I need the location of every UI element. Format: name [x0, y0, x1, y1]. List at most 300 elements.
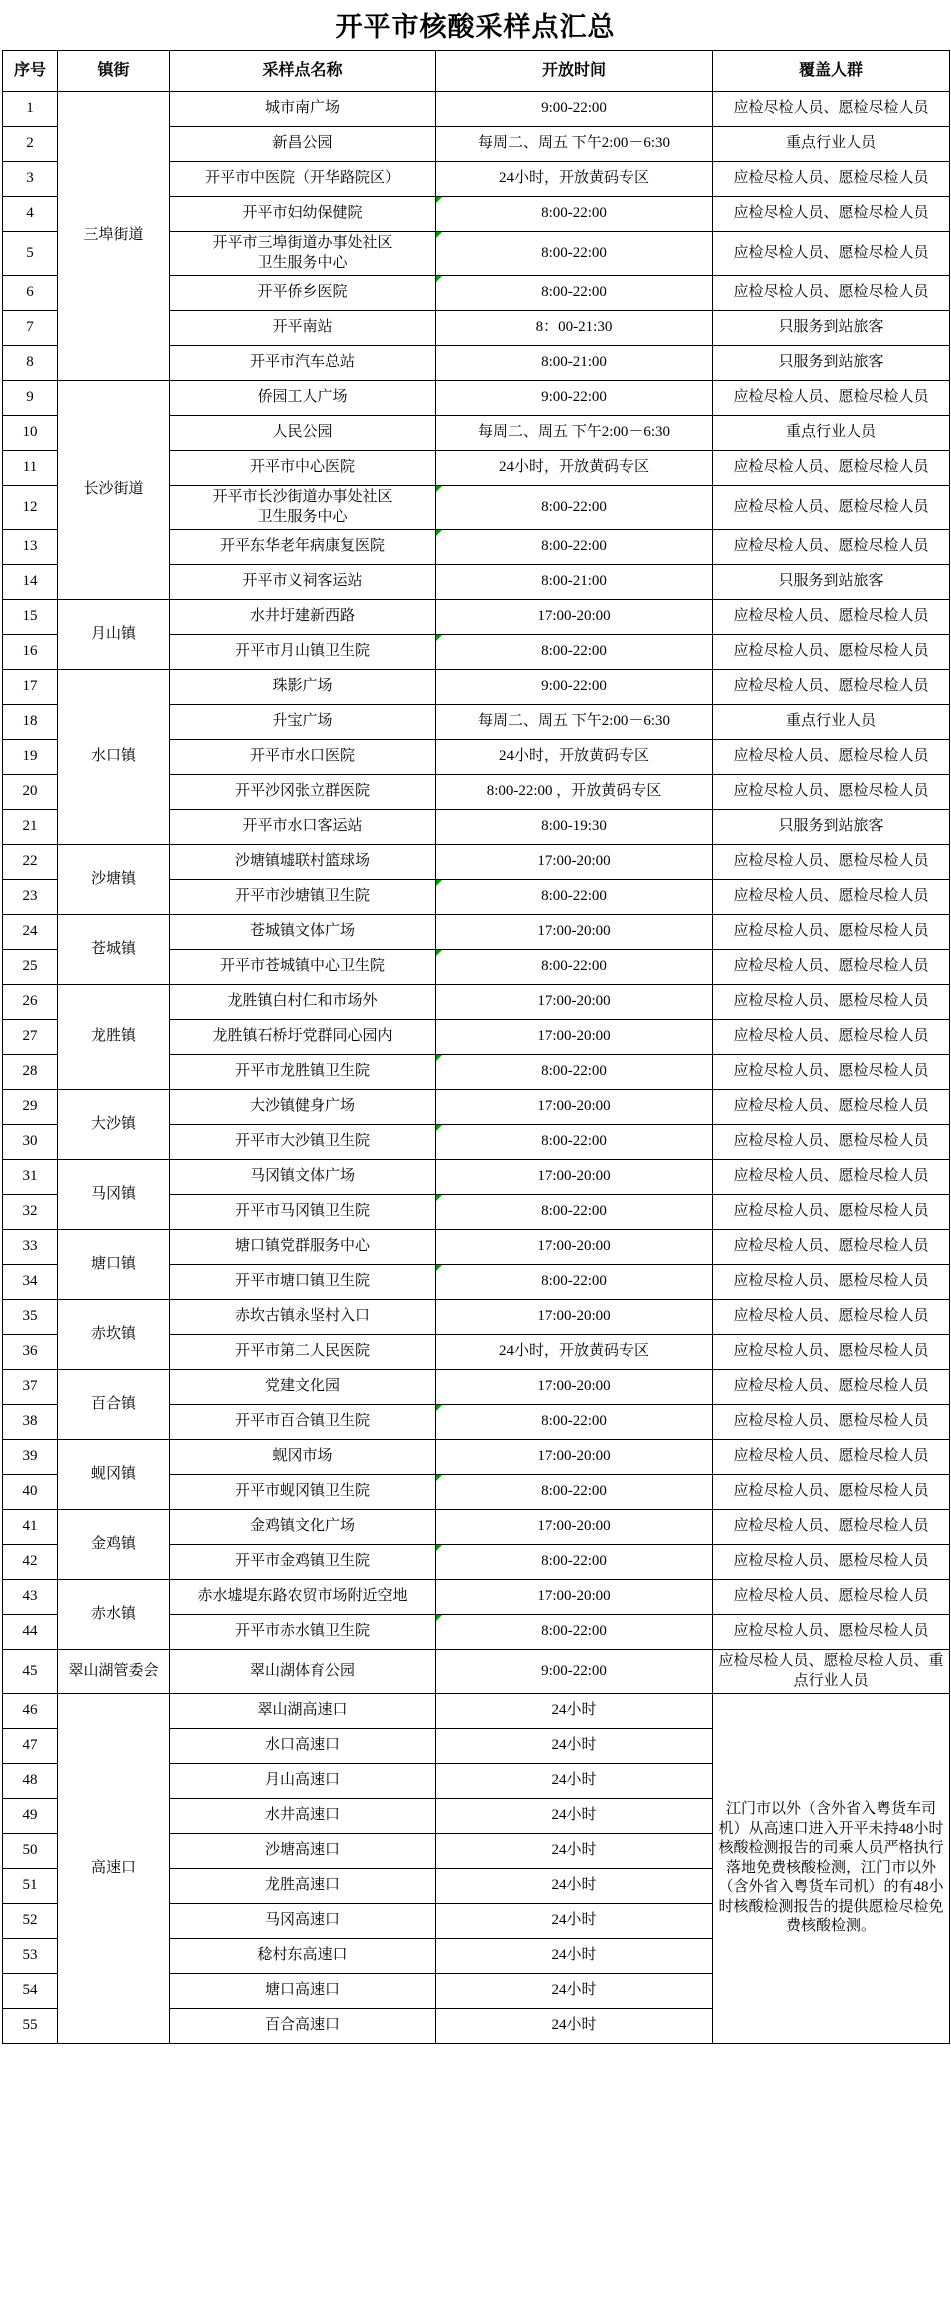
open-time-cell: 17:00-20:00	[436, 1580, 713, 1615]
coverage-cell: 应检尽检人员、愿检尽检人员	[713, 530, 950, 565]
site-name: 开平市月山镇卫生院	[234, 643, 370, 660]
column-header-4: 覆盖人群	[713, 51, 950, 92]
site-name-cell	[170, 2009, 436, 2044]
site-name-cell	[170, 1545, 436, 1580]
open-time-cell comment-marker-icon: 8:00-22:00	[436, 197, 713, 232]
row-number-cell: 24	[3, 915, 58, 950]
site-name: 开平市马冈镇卫生院	[234, 1203, 370, 1220]
coverage-cell: 应检尽检人员、愿检尽检人员	[713, 950, 950, 985]
open-time-cell comment-marker-icon: 8:00-22:00	[436, 1475, 713, 1510]
header-row	[3, 51, 950, 92]
open-time-cell: 17:00-20:00	[436, 1510, 713, 1545]
row-number-cell: 9	[3, 381, 58, 416]
coverage-cell: 应检尽检人员、愿检尽检人员	[713, 1545, 950, 1580]
site-name-cell	[170, 880, 436, 915]
row-number-cell: 53	[3, 1939, 58, 1974]
site-name: 水井圩建新西路	[249, 608, 355, 625]
town-cell: 三埠街道	[58, 92, 170, 381]
site-name: 月山高速口	[264, 1772, 340, 1789]
site-name-cell	[170, 1440, 436, 1475]
column-header-3: 开放时间	[436, 51, 713, 92]
site-name: 水口高速口	[264, 1737, 340, 1754]
coverage-cell: 应检尽检人员、愿检尽检人员	[713, 1055, 950, 1090]
open-time-cell: 17:00-20:00	[436, 1160, 713, 1195]
site-name-cell	[170, 416, 436, 451]
site-name: 开平市沙塘镇卫生院	[234, 888, 370, 905]
table-row	[3, 92, 950, 127]
open-time-cell comment-marker-icon: 8:00-22:00	[436, 232, 713, 276]
open-time-cell: 17:00-20:00	[436, 845, 713, 880]
row-number-cell: 45	[3, 1650, 58, 1694]
coverage-cell: 重点行业人员	[713, 416, 950, 451]
site-name-cell	[170, 1020, 436, 1055]
coverage-cell: 应检尽检人员、愿检尽检人员	[713, 1335, 950, 1370]
site-name-cell	[170, 486, 436, 530]
site-name-cell	[170, 600, 436, 635]
row-number-cell: 29	[3, 1090, 58, 1125]
site-name: 侨园工人广场	[257, 389, 348, 406]
coverage-cell: 应检尽检人员、愿检尽检人员	[713, 197, 950, 232]
site-name: 新昌公园	[272, 135, 333, 152]
open-time-cell: 24小时	[436, 1694, 713, 1729]
coverage-cell: 应检尽检人员、愿检尽检人员	[713, 162, 950, 197]
open-time-cell: 17:00-20:00	[436, 1440, 713, 1475]
site-name: 翠山湖体育公园	[249, 1662, 355, 1679]
open-time-cell: 9:00-22:00	[436, 1650, 713, 1694]
row-number-cell: 5	[3, 232, 58, 276]
site-name: 马冈镇文体广场	[249, 1168, 355, 1185]
row-number-cell: 20	[3, 775, 58, 810]
table-row	[3, 670, 950, 705]
town-cell: 赤水镇	[58, 1580, 170, 1650]
coverage-cell: 应检尽检人员、愿检尽检人员	[713, 486, 950, 530]
coverage-cell: 重点行业人员	[713, 127, 950, 162]
row-number-cell: 48	[3, 1764, 58, 1799]
site-name-cell	[170, 1090, 436, 1125]
coverage-cell: 应检尽检人员、愿检尽检人员	[713, 1475, 950, 1510]
site-name-cell	[170, 381, 436, 416]
table-row	[3, 1160, 950, 1195]
site-name-cell	[170, 1904, 436, 1939]
site-name: 水井高速口	[264, 1807, 340, 1824]
table-row	[3, 1230, 950, 1265]
coverage-cell: 应检尽检人员、愿检尽检人员	[713, 1615, 950, 1650]
site-name: 开平市长沙街道办事处社区卫生服务中心	[212, 489, 393, 525]
site-name: 金鸡镇文化广场	[249, 1518, 355, 1535]
row-number-cell: 16	[3, 635, 58, 670]
open-time-cell: 每周二、周五 下午2:00－6:30	[436, 705, 713, 740]
open-time-cell: 24小时	[436, 1834, 713, 1869]
table-body	[3, 92, 950, 2044]
open-time-cell comment-marker-icon: 8:00-22:00	[436, 635, 713, 670]
site-name: 赤水墟堤东路农贸市场附近空地	[197, 1588, 408, 1605]
row-number-cell: 54	[3, 1974, 58, 2009]
town-cell: 龙胜镇	[58, 985, 170, 1090]
coverage-cell: 只服务到站旅客	[713, 565, 950, 600]
site-name: 开平市大沙镇卫生院	[234, 1133, 370, 1150]
site-name-cell	[170, 1370, 436, 1405]
site-name: 龙胜镇白村仁和市场外	[227, 993, 378, 1010]
site-name-cell	[170, 1869, 436, 1904]
site-name: 开平东华老年病康复医院	[219, 538, 385, 555]
sampling-sites-table	[2, 50, 950, 2044]
site-name: 翠山湖高速口	[257, 1702, 348, 1719]
row-number-cell: 18	[3, 705, 58, 740]
site-name-cell	[170, 127, 436, 162]
row-number-cell: 35	[3, 1300, 58, 1335]
site-name-cell	[170, 92, 436, 127]
site-name-cell	[170, 451, 436, 486]
site-name: 开平市苍城镇中心卫生院	[219, 958, 385, 975]
site-name: 开平市塘口镇卫生院	[234, 1273, 370, 1290]
coverage-cell: 应检尽检人员、愿检尽检人员	[713, 740, 950, 775]
row-number-cell: 12	[3, 486, 58, 530]
site-name: 开平市水口客运站	[242, 818, 363, 835]
site-name: 苍城镇文体广场	[249, 923, 355, 940]
site-name: 开平市赤水镇卫生院	[234, 1623, 370, 1640]
site-name: 沙塘镇墟联村篮球场	[234, 853, 370, 870]
site-name-cell	[170, 1834, 436, 1869]
coverage-cell: 应检尽检人员、愿检尽检人员	[713, 1020, 950, 1055]
site-name: 塘口镇党群服务中心	[234, 1238, 370, 1255]
site-name-cell	[170, 565, 436, 600]
site-name: 开平市汽车总站	[249, 354, 355, 371]
row-number-cell: 11	[3, 451, 58, 486]
town-cell: 翠山湖管委会	[58, 1650, 170, 1694]
open-time-cell: 24小时	[436, 1799, 713, 1834]
open-time-cell comment-marker-icon: 8:00-22:00	[436, 1125, 713, 1160]
site-name: 赤坎古镇永坚村入口	[234, 1308, 370, 1325]
site-name: 开平南站	[272, 319, 333, 336]
open-time-cell: 17:00-20:00	[436, 1230, 713, 1265]
site-name: 龙胜镇石桥圩党群同心园内	[212, 1028, 393, 1045]
coverage-cell: 应检尽检人员、愿检尽检人员	[713, 92, 950, 127]
coverage-cell: 应检尽检人员、愿检尽检人员	[713, 635, 950, 670]
open-time-cell: 24小时，开放黄码专区	[436, 451, 713, 486]
open-time-cell: 24小时	[436, 1764, 713, 1799]
site-name: 开平市中医院（开华路院区）	[204, 170, 400, 187]
open-time-cell: 17:00-20:00	[436, 1370, 713, 1405]
page-title: 开平市核酸采样点汇总	[335, 12, 616, 42]
row-number-cell: 55	[3, 2009, 58, 2044]
row-number-cell: 6	[3, 276, 58, 311]
coverage-cell: 应检尽检人员、愿检尽检人员、重点行业人员	[713, 1650, 950, 1694]
coverage-cell: 应检尽检人员、愿检尽检人员	[713, 670, 950, 705]
open-time-cell comment-marker-icon: 8:00-22:00	[436, 1055, 713, 1090]
site-name-cell	[170, 1650, 436, 1694]
table-row	[3, 915, 950, 950]
table-row	[3, 1300, 950, 1335]
table-row	[3, 1580, 950, 1615]
site-name-cell	[170, 1195, 436, 1230]
open-time-cell comment-marker-icon: 8:00-22:00	[436, 276, 713, 311]
row-number-cell: 28	[3, 1055, 58, 1090]
town-cell: 马冈镇	[58, 1160, 170, 1230]
row-number-cell: 22	[3, 845, 58, 880]
table-row	[3, 985, 950, 1020]
site-name: 沙塘高速口	[264, 1842, 340, 1859]
table-row	[3, 381, 950, 416]
open-time-cell: 17:00-20:00	[436, 915, 713, 950]
site-name: 开平市三埠街道办事处社区卫生服务中心	[212, 235, 393, 271]
open-time-cell: 8:00-22:00 ，开放黄码专区	[436, 775, 713, 810]
row-number-cell: 42	[3, 1545, 58, 1580]
site-name-cell	[170, 311, 436, 346]
site-name-cell	[170, 810, 436, 845]
site-name-cell	[170, 1160, 436, 1195]
row-number-cell: 30	[3, 1125, 58, 1160]
site-name: 开平市第二人民医院	[234, 1343, 370, 1360]
coverage-cell: 应检尽检人员、愿检尽检人员	[713, 232, 950, 276]
site-name: 开平市水口医院	[249, 748, 355, 765]
site-name: 龙胜高速口	[264, 1877, 340, 1894]
site-name: 稔村东高速口	[257, 1947, 348, 1964]
open-time-cell: 24小时	[436, 2009, 713, 2044]
site-name-cell	[170, 1764, 436, 1799]
site-name-cell	[170, 740, 436, 775]
coverage-cell: 应检尽检人员、愿检尽检人员	[713, 1300, 950, 1335]
site-name: 开平市金鸡镇卫生院	[234, 1553, 370, 1570]
row-number-cell: 2	[3, 127, 58, 162]
site-name: 城市南广场	[264, 100, 340, 117]
coverage-cell: 应检尽检人员、愿检尽检人员	[713, 915, 950, 950]
site-name: 开平市龙胜镇卫生院	[234, 1063, 370, 1080]
site-name: 大沙镇健身广场	[249, 1098, 355, 1115]
site-name: 开平市蚬冈镇卫生院	[234, 1483, 370, 1500]
site-name: 升宝广场	[272, 713, 333, 730]
open-time-cell comment-marker-icon: 8:00-22:00	[436, 1615, 713, 1650]
site-name: 珠影广场	[272, 678, 333, 695]
site-name-cell	[170, 985, 436, 1020]
open-time-cell: 每周二、周五 下午2:00－6:30	[436, 416, 713, 451]
coverage-cell: 应检尽检人员、愿检尽检人员	[713, 985, 950, 1020]
coverage-cell: 应检尽检人员、愿检尽检人员	[713, 451, 950, 486]
town-cell: 赤坎镇	[58, 1300, 170, 1370]
table-row	[3, 1440, 950, 1475]
row-number-cell: 39	[3, 1440, 58, 1475]
town-cell: 高速口	[58, 1694, 170, 2044]
highway-note-cell: 江门市以外（含外省入粤货车司机）从高速口进入开平未持48小时核酸检测报告的司乘人员严格执行落地免费核酸检测，江门市以外（含外省入粤货车司机）的有48小时核酸检测报告的提供愿检尽检免费核酸检测。	[713, 1694, 950, 2044]
table-row	[3, 1370, 950, 1405]
site-name: 塘口高速口	[264, 1982, 340, 1999]
open-time-cell comment-marker-icon: 8:00-22:00	[436, 1195, 713, 1230]
row-number-cell: 38	[3, 1405, 58, 1440]
open-time-cell: 24小时	[436, 1869, 713, 1904]
coverage-cell: 应检尽检人员、愿检尽检人员	[713, 1510, 950, 1545]
site-name-cell	[170, 1125, 436, 1160]
row-number-cell: 13	[3, 530, 58, 565]
site-name: 开平市百合镇卫生院	[234, 1413, 370, 1430]
row-number-cell: 32	[3, 1195, 58, 1230]
site-name-cell	[170, 845, 436, 880]
site-name-cell	[170, 1580, 436, 1615]
site-name-cell	[170, 1799, 436, 1834]
row-number-cell: 25	[3, 950, 58, 985]
site-name-cell	[170, 232, 436, 276]
open-time-cell: 每周二、周五 下午2:00－6:30	[436, 127, 713, 162]
row-number-cell: 44	[3, 1615, 58, 1650]
row-number-cell: 7	[3, 311, 58, 346]
row-number-cell: 49	[3, 1799, 58, 1834]
site-name: 开平市妇幼保健院	[242, 205, 363, 222]
open-time-cell: 9:00-22:00	[436, 381, 713, 416]
row-number-cell: 4	[3, 197, 58, 232]
open-time-cell: 17:00-20:00	[436, 1090, 713, 1125]
open-time-cell comment-marker-icon: 8:00-22:00	[436, 880, 713, 915]
open-time-cell: 17:00-20:00	[436, 1300, 713, 1335]
coverage-cell: 应检尽检人员、愿检尽检人员	[713, 1230, 950, 1265]
row-number-cell: 52	[3, 1904, 58, 1939]
open-time-cell: 17:00-20:00	[436, 600, 713, 635]
site-name-cell	[170, 1335, 436, 1370]
coverage-cell: 应检尽检人员、愿检尽检人员	[713, 1160, 950, 1195]
coverage-cell: 应检尽检人员、愿检尽检人员	[713, 1580, 950, 1615]
site-name-cell	[170, 1694, 436, 1729]
town-cell: 蚬冈镇	[58, 1440, 170, 1510]
coverage-cell: 应检尽检人员、愿检尽检人员	[713, 1405, 950, 1440]
site-name-cell	[170, 1939, 436, 1974]
site-name-cell	[170, 635, 436, 670]
open-time-cell: 24小时，开放黄码专区	[436, 1335, 713, 1370]
site-name-cell	[170, 1615, 436, 1650]
site-name-cell	[170, 162, 436, 197]
town-cell: 水口镇	[58, 670, 170, 845]
town-cell: 百合镇	[58, 1370, 170, 1440]
row-number-cell: 19	[3, 740, 58, 775]
open-time-cell: 8:00-21:00	[436, 346, 713, 381]
table-row	[3, 1510, 950, 1545]
coverage-cell: 应检尽检人员、愿检尽检人员	[713, 845, 950, 880]
site-name-cell	[170, 1974, 436, 2009]
site-name: 人民公园	[272, 424, 333, 441]
site-name-cell	[170, 530, 436, 565]
open-time-cell: 24小时，开放黄码专区	[436, 740, 713, 775]
row-number-cell: 23	[3, 880, 58, 915]
table-row	[3, 600, 950, 635]
coverage-cell: 应检尽检人员、愿检尽检人员	[713, 600, 950, 635]
town-cell: 月山镇	[58, 600, 170, 670]
open-time-cell: 24小时，开放黄码专区	[436, 162, 713, 197]
column-header-0: 序号	[3, 51, 58, 92]
row-number-cell: 10	[3, 416, 58, 451]
town-cell: 塘口镇	[58, 1230, 170, 1300]
coverage-cell: 应检尽检人员、愿检尽检人员	[713, 880, 950, 915]
site-name: 马冈高速口	[264, 1912, 340, 1929]
table-row	[3, 845, 950, 880]
site-name-cell	[170, 1230, 436, 1265]
site-name-cell	[170, 1405, 436, 1440]
open-time-cell comment-marker-icon: 8:00-22:00	[436, 950, 713, 985]
table-row	[3, 1650, 950, 1694]
town-cell: 金鸡镇	[58, 1510, 170, 1580]
column-header-1: 镇街	[58, 51, 170, 92]
row-number-cell: 21	[3, 810, 58, 845]
site-name: 百合高速口	[264, 2017, 340, 2034]
row-number-cell: 14	[3, 565, 58, 600]
site-name: 党建文化园	[264, 1378, 340, 1395]
row-number-cell: 51	[3, 1869, 58, 1904]
open-time-cell: 24小时	[436, 1904, 713, 1939]
row-number-cell: 33	[3, 1230, 58, 1265]
row-number-cell: 34	[3, 1265, 58, 1300]
open-time-cell: 17:00-20:00	[436, 1020, 713, 1055]
open-time-cell comment-marker-icon: 8:00-22:00	[436, 486, 713, 530]
site-name-cell	[170, 1729, 436, 1764]
coverage-cell: 只服务到站旅客	[713, 311, 950, 346]
site-name-cell	[170, 915, 436, 950]
site-name-cell	[170, 1475, 436, 1510]
row-number-cell: 17	[3, 670, 58, 705]
row-number-cell: 31	[3, 1160, 58, 1195]
site-name-cell	[170, 346, 436, 381]
row-number-cell: 40	[3, 1475, 58, 1510]
row-number-cell: 8	[3, 346, 58, 381]
row-number-cell: 46	[3, 1694, 58, 1729]
coverage-cell: 只服务到站旅客	[713, 810, 950, 845]
coverage-cell: 应检尽检人员、愿检尽检人员	[713, 1370, 950, 1405]
site-name-cell	[170, 670, 436, 705]
coverage-cell: 应检尽检人员、愿检尽检人员	[713, 1440, 950, 1475]
row-number-cell: 3	[3, 162, 58, 197]
row-number-cell: 37	[3, 1370, 58, 1405]
site-name-cell	[170, 197, 436, 232]
row-number-cell: 36	[3, 1335, 58, 1370]
open-time-cell comment-marker-icon: 8:00-22:00	[436, 530, 713, 565]
coverage-cell: 只服务到站旅客	[713, 346, 950, 381]
coverage-cell: 应检尽检人员、愿检尽检人员	[713, 1265, 950, 1300]
open-time-cell: 17:00-20:00	[436, 985, 713, 1020]
row-number-cell: 41	[3, 1510, 58, 1545]
table-row	[3, 1090, 950, 1125]
open-time-cell: 8:00-19:30	[436, 810, 713, 845]
coverage-cell: 重点行业人员	[713, 705, 950, 740]
town-cell: 沙塘镇	[58, 845, 170, 915]
row-number-cell: 26	[3, 985, 58, 1020]
column-header-2: 采样点名称	[170, 51, 436, 92]
site-name-cell	[170, 1055, 436, 1090]
site-name-cell	[170, 1510, 436, 1545]
site-name-cell	[170, 1300, 436, 1335]
site-name-cell	[170, 1265, 436, 1300]
town-cell: 长沙街道	[58, 381, 170, 600]
town-cell: 苍城镇	[58, 915, 170, 985]
site-name-cell	[170, 775, 436, 810]
site-name: 开平侨乡医院	[257, 284, 348, 301]
coverage-cell: 应检尽检人员、愿检尽检人员	[713, 1195, 950, 1230]
site-name: 开平沙冈张立群医院	[234, 783, 370, 800]
row-number-cell: 15	[3, 600, 58, 635]
coverage-cell: 应检尽检人员、愿检尽检人员	[713, 381, 950, 416]
open-time-cell comment-marker-icon: 8:00-22:00	[436, 1545, 713, 1580]
site-name: 开平市义祠客运站	[242, 573, 363, 590]
open-time-cell comment-marker-icon: 8:00-22:00	[436, 1265, 713, 1300]
table-row	[3, 1694, 950, 1729]
coverage-cell: 应检尽检人员、愿检尽检人员	[713, 1090, 950, 1125]
town-cell: 大沙镇	[58, 1090, 170, 1160]
site-name-cell	[170, 705, 436, 740]
open-time-cell comment-marker-icon: 8:00-22:00	[436, 1405, 713, 1440]
coverage-cell: 应检尽检人员、愿检尽检人员	[713, 775, 950, 810]
table-header	[3, 51, 950, 92]
site-name: 蚬冈市场	[272, 1448, 333, 1465]
open-time-cell: 24小时	[436, 1729, 713, 1764]
site-name: 开平市中心医院	[249, 459, 355, 476]
site-name-cell	[170, 950, 436, 985]
open-time-cell: 8：00-21:30	[436, 311, 713, 346]
open-time-cell: 8:00-21:00	[436, 565, 713, 600]
row-number-cell: 1	[3, 92, 58, 127]
open-time-cell: 9:00-22:00	[436, 670, 713, 705]
